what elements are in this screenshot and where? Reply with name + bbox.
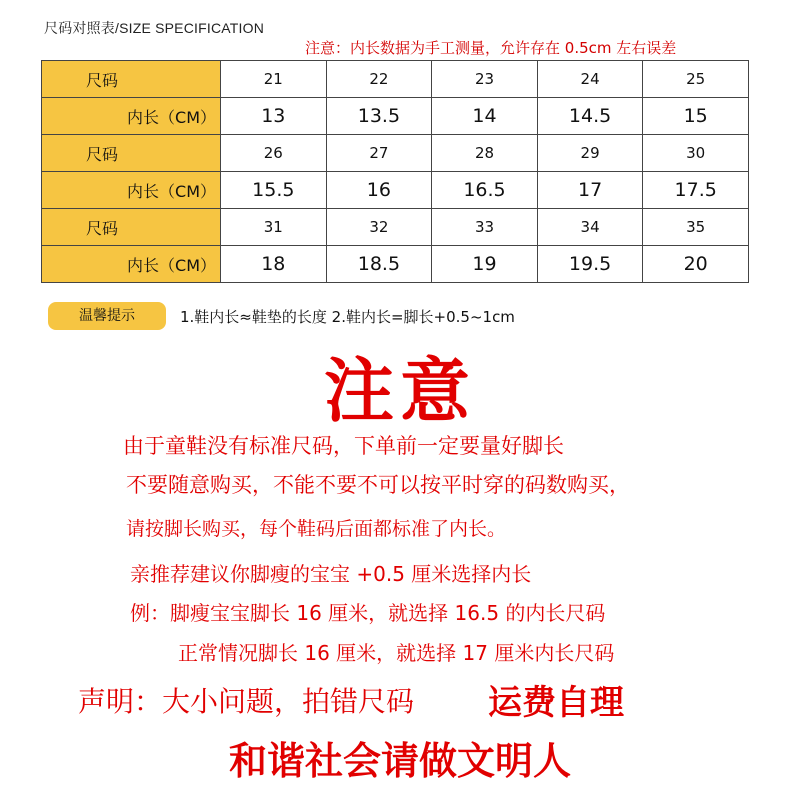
notice-line-1: 由于童鞋没有标准尺码，下单前一定要量好脚长 (123, 434, 564, 458)
length-cell: 16 (326, 172, 432, 209)
size-row (42, 61, 749, 98)
length-label-cell: 内长（CM） (42, 246, 221, 283)
shipping-text: 运费自理 (488, 683, 624, 723)
length-label-cell: 内长（CM） (42, 98, 221, 135)
notice-line-6: 正常情况脚长 16 厘米，就选择 17 厘米内长尺码 (178, 641, 615, 665)
length-label-cell: 内长（CM） (42, 172, 221, 209)
length-cell: 19 (432, 246, 538, 283)
length-cell: 20 (643, 246, 749, 283)
size-cell: 23 (432, 61, 538, 98)
notice-line-5: 例：脚瘦宝宝脚长 16 厘米，就选择 16.5 的内长尺码 (130, 601, 606, 625)
size-cell: 33 (432, 209, 538, 246)
notice-line-2: 不要随意购买，不能不要不可以按平时穿的码数购买， (126, 473, 630, 497)
size-cell: 35 (643, 209, 749, 246)
notice-title: 注意 (324, 350, 476, 432)
size-cell: 27 (326, 135, 432, 172)
length-cell: 19.5 (537, 246, 643, 283)
length-row (42, 98, 749, 135)
length-cell: 18 (221, 246, 327, 283)
measurement-note: 注意：内长数据为手工测量，允许存在 0.5cm 左右误差 (305, 39, 677, 57)
size-cell: 25 (643, 61, 749, 98)
size-label-cell: 尺码 (42, 61, 221, 98)
size-row (42, 209, 749, 246)
length-cell: 17.5 (643, 172, 749, 209)
length-cell: 15 (643, 98, 749, 135)
size-cell: 26 (221, 135, 327, 172)
size-cell: 32 (326, 209, 432, 246)
notice-line-3: 请按脚长购买，每个鞋码后面都标准了内长。 (126, 518, 507, 540)
declaration-text: 声明：大小问题，拍错尺码 (78, 685, 415, 718)
length-row (42, 246, 749, 283)
length-cell: 13 (221, 98, 327, 135)
length-cell: 15.5 (221, 172, 327, 209)
size-label-cell: 尺码 (42, 135, 221, 172)
size-cell: 29 (537, 135, 643, 172)
tip-badge: 温馨提示 (48, 302, 166, 330)
length-cell: 16.5 (432, 172, 538, 209)
notice-line-4: 亲推荐建议你脚瘦的宝宝 +0.5 厘米选择内长 (130, 562, 532, 586)
size-table (41, 60, 749, 283)
size-cell: 22 (326, 61, 432, 98)
tip-text: 1.鞋内长≈鞋垫的长度 2.鞋内长=脚长+0.5~1cm (180, 308, 515, 326)
size-row (42, 135, 749, 172)
closing-text: 和谐社会请做文明人 (228, 739, 571, 783)
length-cell: 14.5 (537, 98, 643, 135)
size-chart-title: 尺码对照表/SIZE SPECIFICATION (44, 20, 265, 36)
length-cell: 13.5 (326, 98, 432, 135)
size-cell: 21 (221, 61, 327, 98)
length-cell: 18.5 (326, 246, 432, 283)
size-label-cell: 尺码 (42, 209, 221, 246)
size-cell: 34 (537, 209, 643, 246)
size-cell: 30 (643, 135, 749, 172)
length-cell: 17 (537, 172, 643, 209)
size-cell: 31 (221, 209, 327, 246)
size-cell: 28 (432, 135, 538, 172)
length-row (42, 172, 749, 209)
length-cell: 14 (432, 98, 538, 135)
size-cell: 24 (537, 61, 643, 98)
